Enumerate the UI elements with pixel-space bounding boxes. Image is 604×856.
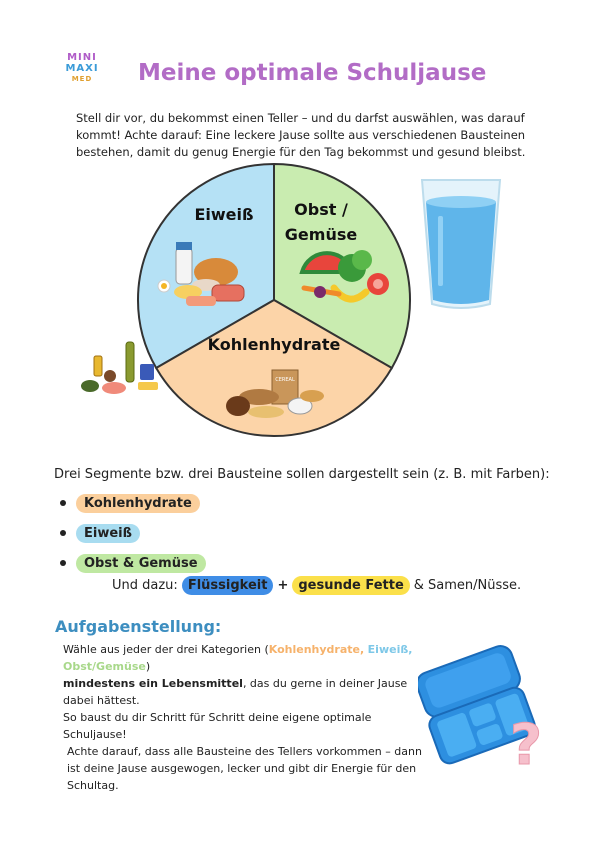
- fats-highlight: gesunde Fette: [292, 576, 409, 595]
- water-glass-icon: [418, 172, 504, 312]
- task-line-3: So baust du dir Schritt für Schritt deine eigene optimale Schuljause!: [63, 711, 372, 741]
- fluid-highlight: Flüssigkeit: [182, 576, 274, 595]
- question-mark-icon: ?: [509, 713, 543, 776]
- plate-diagram: [134, 160, 414, 440]
- task-cat-veg: Obst/Gemüse: [63, 660, 146, 673]
- bullet-protein: Eiweiß: [76, 524, 140, 543]
- bullet-dot: [60, 500, 66, 506]
- logo-line-3: MED: [71, 75, 93, 83]
- plate-label-veg-2: Gemüse: [284, 225, 358, 244]
- list-item: [60, 518, 206, 548]
- task-line2-rest: , das du gerne in deiner Jause dabei hättest.: [63, 677, 408, 707]
- task-text: [63, 641, 423, 794]
- dazu-suffix: & Samen/Nüsse.: [413, 578, 522, 593]
- task-line-1: [63, 641, 423, 675]
- segments-intro-text: Drei Segmente bzw. drei Bausteine sollen dargestellt sein (z. B. mit Farben):: [54, 467, 550, 482]
- intro-text: Stell dir vor, du bekommst einen Teller – und du darfst auswählen, was darauf kommt! Achte darauf: Eine leckere Jause sollte aus verschiedenen Bausteinen bestehen, damit du genug Energie für den Tag bekommst und gesund bleibst.: [76, 111, 526, 159]
- task-line1-pre: Wähle aus jeder der drei Kategorien (: [63, 643, 269, 656]
- dazu-plus: +: [277, 578, 289, 593]
- list-item: [60, 548, 206, 578]
- cereal-box-label: CEREAL: [275, 377, 295, 383]
- bullet-dot: [60, 530, 66, 536]
- task-line1-post: ): [145, 660, 151, 673]
- dazu-prefix: Und dazu:: [112, 578, 178, 593]
- bullet-dot: [60, 560, 66, 566]
- bausteine-list: [60, 488, 206, 578]
- task-cat-carb: Kohlenhydrate,: [268, 643, 365, 656]
- task-bold-part: mindestens ein Lebensmittel: [63, 677, 243, 690]
- plate-label-protein: Eiweiß: [194, 205, 254, 224]
- task-heading: Aufgabenstellung:: [55, 617, 222, 636]
- bullet-carb: Kohlenhydrate: [76, 494, 200, 513]
- dazu-line: [112, 576, 521, 595]
- task-line-2: [63, 675, 423, 709]
- lunchbox-icon: [418, 636, 554, 776]
- list-item: [60, 488, 206, 518]
- plate-label-carb: Kohlenhydrate: [207, 335, 341, 354]
- logo-line-2: MAXI: [65, 63, 99, 74]
- task-line-4: Achte darauf, dass alle Bausteine des Tellers vorkommen – dann ist deine Jause ausgewogen, lecker und gibt dir Energie für den Schultag.: [67, 745, 422, 792]
- page-title: Meine optimale Schuljause: [138, 60, 487, 86]
- fats-illustration: [80, 340, 160, 400]
- minimaxi-logo: [58, 52, 106, 85]
- logo-line-1: MINI: [67, 52, 97, 63]
- task-cat-protein: Eiweiß,: [367, 643, 413, 656]
- plate-label-veg-1: Obst /: [294, 200, 348, 219]
- bullet-veg: Obst & Gemüse: [76, 554, 206, 573]
